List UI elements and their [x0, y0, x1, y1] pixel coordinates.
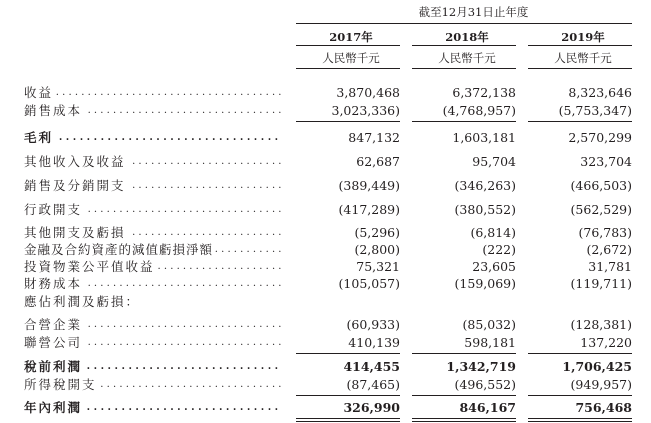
- row-label: 應佔利潤及虧損：: [24, 294, 141, 309]
- net-rule-2017: [296, 395, 400, 396]
- value-2017: 414,455: [343, 359, 400, 374]
- value-2018: 598,181: [464, 335, 516, 350]
- row-other-income: [0, 152, 651, 172]
- value-2019: 137,220: [580, 335, 632, 350]
- value-2017: 326,990: [343, 400, 400, 415]
- value-2018: (380,552): [454, 202, 516, 217]
- value-2019: 8,323,646: [568, 85, 632, 100]
- value-2019: (119,711): [570, 276, 632, 291]
- row-label: 毛利 . . .: [24, 128, 282, 148]
- row-revenue: [0, 83, 651, 103]
- row-gross-profit: [0, 128, 651, 148]
- double-rule-2018-a: [412, 418, 516, 419]
- row-label: 投資物業公平值收益 . . .: [24, 257, 282, 277]
- value-2017: (389,449): [338, 178, 400, 193]
- value-2019: 323,704: [580, 154, 632, 169]
- pretax-rule-2017: [296, 353, 400, 354]
- period-heading: 截至12月31日止年度: [418, 5, 529, 19]
- value-2019: (5,753,347): [558, 103, 632, 118]
- row-label: 銷售及分銷開支 . . .: [24, 176, 282, 196]
- row-profit-for-year: [0, 398, 651, 418]
- value-2018: (4,768,957): [442, 103, 516, 118]
- row-label: 銷售成本 . . .: [24, 101, 282, 121]
- year-2018-heading: 2018年: [445, 30, 489, 44]
- row-selling-distribution: [0, 176, 651, 196]
- value-2018: 6,372,138: [452, 85, 516, 100]
- row-label: 其他開支及虧損 . . .: [24, 223, 282, 243]
- value-2017: 62,687: [356, 154, 400, 169]
- value-2018: (85,032): [462, 317, 516, 332]
- row-administrative: [0, 200, 651, 220]
- row-label: 稅前利潤 . . .: [24, 357, 282, 377]
- value-2017: 410,139: [348, 335, 400, 350]
- value-2018: (222): [482, 242, 516, 257]
- unit-2018: 人民幣千元: [438, 51, 496, 65]
- value-2017: (2,800): [354, 242, 400, 257]
- pretax-rule-2018: [412, 353, 516, 354]
- row-label: 收益 . . .: [24, 83, 282, 103]
- value-2019: (466,503): [570, 178, 632, 193]
- year-rule-2019: [528, 45, 632, 46]
- value-2019: 31,781: [588, 259, 632, 274]
- net-rule-2018: [412, 395, 516, 396]
- value-2017: (60,933): [346, 317, 400, 332]
- subtotal-rule-2017: [296, 121, 400, 122]
- value-2019: (2,672): [586, 242, 632, 257]
- units-rule-2018: [412, 68, 516, 69]
- row-finance-costs: [0, 274, 651, 294]
- row-share-of-profits-heading: [0, 292, 651, 312]
- row-label: 行政開支 . . .: [24, 200, 282, 220]
- double-rule-2019-b: [528, 421, 632, 422]
- row-income-tax: [0, 375, 651, 395]
- year-2019-heading: 2019年: [561, 30, 605, 44]
- double-rule-2018-b: [412, 421, 516, 422]
- row-label: 金融及合約資產的減值虧損淨額 . . .: [24, 240, 282, 260]
- row-label: 聯營公司 . . .: [24, 333, 282, 353]
- value-2018: (346,263): [454, 178, 516, 193]
- value-2017: 847,132: [348, 130, 400, 145]
- value-2018: 1,342,719: [446, 359, 516, 374]
- units-rule-2017: [296, 68, 400, 69]
- row-label: 年內利潤 . . .: [24, 398, 282, 418]
- value-2018: 1,603,181: [452, 130, 516, 145]
- net-rule-2019: [528, 395, 632, 396]
- value-2019: (949,957): [570, 377, 632, 392]
- year-2017-heading: 2017年: [329, 30, 373, 44]
- value-2017: (87,465): [346, 377, 400, 392]
- value-2018: 95,704: [472, 154, 516, 169]
- row-profit-before-tax: [0, 357, 651, 377]
- value-2017: (5,296): [354, 225, 400, 240]
- double-rule-2017-b: [296, 421, 400, 422]
- value-2017: 75,321: [356, 259, 400, 274]
- header-rule-top: [296, 23, 632, 24]
- value-2018: 23,605: [472, 259, 516, 274]
- unit-2019: 人民幣千元: [554, 51, 612, 65]
- year-rule-2018: [412, 45, 516, 46]
- double-rule-2019-a: [528, 418, 632, 419]
- value-2019: 2,570,299: [568, 130, 632, 145]
- subtotal-rule-2019: [528, 121, 632, 122]
- row-cost-of-sales: [0, 101, 651, 121]
- subtotal-rule-2018: [412, 121, 516, 122]
- row-label: 財務成本 . . .: [24, 274, 282, 294]
- value-2019: (128,381): [570, 317, 632, 332]
- value-2018: 846,167: [459, 400, 516, 415]
- value-2017: (417,289): [338, 202, 400, 217]
- row-label: 所得稅開支 . . .: [24, 375, 282, 395]
- value-2017: 3,023,336): [331, 103, 400, 118]
- pretax-rule-2019: [528, 353, 632, 354]
- value-2018: (496,552): [454, 377, 516, 392]
- row-associates: [0, 333, 651, 353]
- row-label: 合營企業 . . .: [24, 315, 282, 335]
- value-2017: (105,057): [338, 276, 400, 291]
- value-2019: 1,706,425: [562, 359, 632, 374]
- row-label: 其他收入及收益 . . .: [24, 152, 282, 172]
- units-rule-2019: [528, 68, 632, 69]
- year-rule-2017: [296, 45, 400, 46]
- double-rule-2017-a: [296, 418, 400, 419]
- row-joint-ventures: [0, 315, 651, 335]
- value-2017: 3,870,468: [336, 85, 400, 100]
- value-2019: (562,529): [570, 202, 632, 217]
- value-2018: (6,814): [470, 225, 516, 240]
- value-2018: (159,069): [454, 276, 516, 291]
- value-2019: 756,468: [575, 400, 632, 415]
- value-2019: (76,783): [578, 225, 632, 240]
- unit-2017: 人民幣千元: [322, 51, 380, 65]
